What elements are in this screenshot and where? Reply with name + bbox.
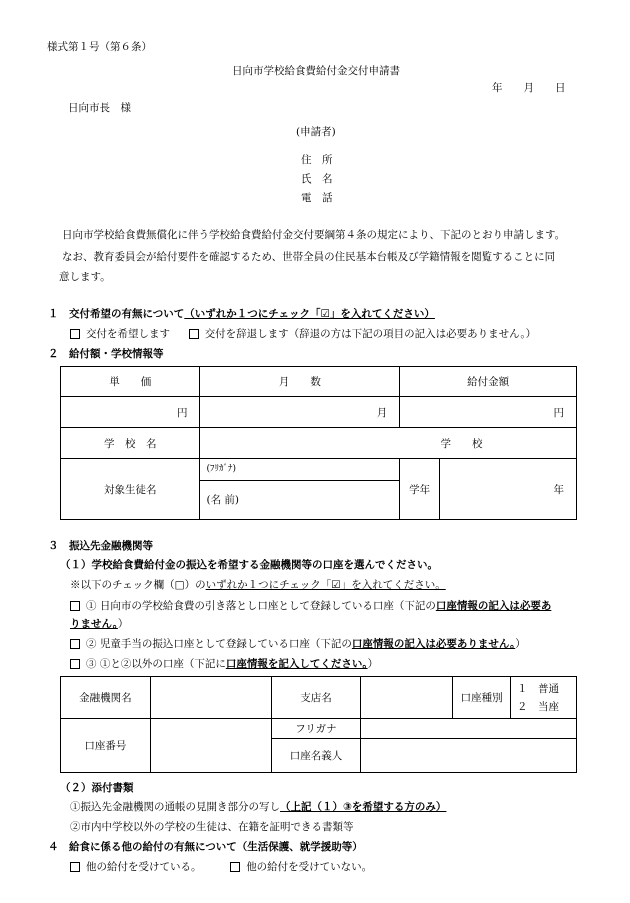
bank-account-table: [60, 676, 577, 773]
checkbox-decline[interactable]: [189, 329, 199, 339]
checkbox-hope[interactable]: [70, 329, 80, 339]
account-number-label: 口座番号: [61, 719, 151, 773]
section3-sub2: （２）添付書類: [60, 782, 134, 794]
section4-options: 他の給付を受けている。 他の給付を受けていない。: [70, 861, 372, 874]
months-cell[interactable]: 月: [200, 397, 400, 428]
account-type-options[interactable]: [511, 677, 577, 719]
checkbox-other-benefit-yes[interactable]: [70, 862, 80, 872]
checkbox-other-benefit-no[interactable]: [230, 862, 240, 872]
applicant-label: (申請者): [296, 126, 336, 138]
form-number: 様式第１号（第６条）: [47, 41, 152, 53]
branch-label: 支店名: [271, 677, 361, 719]
col-amount: 給付金額: [400, 367, 577, 397]
holder-furigana-cell[interactable]: [361, 719, 577, 739]
intro-line-1: 日向市学校給食費無償化に伴う学校給食費給付金交付要綱第４条の規定により、下記のとおり申請します。: [62, 229, 566, 241]
attachment-2: ②市内中学校以外の学校の生徒は、在籍を証明できる書類等: [70, 821, 354, 833]
payment-school-table: [60, 366, 577, 520]
account-number-cell[interactable]: [150, 719, 271, 773]
account-option-1-cont: りません。）: [70, 618, 129, 630]
col-unit: 単 価: [61, 367, 200, 397]
branch-cell[interactable]: [361, 677, 453, 719]
section2-heading: ２ 給付額・学校情報等: [48, 348, 164, 360]
bank-name-label: 金融機関名: [61, 677, 151, 719]
grade-label: 学年: [400, 459, 440, 520]
section3-sub1: （１）学校給食費給付金の振込を希望する金融機関等の口座を選んでください。: [60, 559, 438, 571]
col-months: 月 数: [200, 367, 400, 397]
account-type-label: 口座種別: [453, 677, 511, 719]
student-name-cell[interactable]: [200, 459, 400, 520]
student-label: 対象生徒名: [61, 459, 200, 520]
furigana-field[interactable]: (ﾌﾘｶﾞﾅ): [200, 459, 399, 481]
holder-label: 口座名義人: [271, 739, 361, 773]
grade-cell[interactable]: 年: [440, 459, 577, 520]
checkbox-account-3[interactable]: [70, 659, 80, 669]
checkbox-account-1[interactable]: [70, 601, 80, 611]
account-type-current[interactable]: ２ 当座: [517, 700, 560, 713]
name-label: 氏 名: [301, 173, 333, 185]
section3-heading: ３ 振込先金融機関等: [48, 540, 153, 552]
addressee: 日向市長 様: [68, 102, 131, 114]
intro-line-2: なお、教育委員会が給付要件を確認するため、世帯全員の住民基本台帳及び学籍情報を閲覧することに同: [62, 251, 556, 263]
section3-note: ※以下のチェック欄（□）のいずれか１つにチェック「☑」を入れてください。: [70, 579, 446, 591]
section4-heading: ４ 給食に係る他の給付の有無について（生活保護、就学援助等）: [48, 841, 363, 853]
account-type-ordinary[interactable]: １ 普通: [517, 682, 560, 695]
unit-price-cell[interactable]: 円: [61, 397, 200, 428]
phone-label: 電 話: [301, 192, 333, 204]
checkbox-account-2[interactable]: [70, 639, 80, 649]
school-label: 学 校 名: [61, 428, 200, 459]
section1-options: 交付を希望します 交付を辞退します（辞退の方は下記の項目の記入は必要ありません。）: [70, 328, 536, 341]
amount-cell[interactable]: 円: [400, 397, 577, 428]
account-option-3: ③ ①と②以外の口座（下記に口座情報を記入してください。）: [70, 658, 378, 671]
date-field[interactable]: 年 月 日: [492, 82, 566, 94]
intro-line-3: 意します。: [59, 271, 111, 283]
address-label: 住 所: [301, 154, 333, 166]
section1-heading: １ 交付希望の有無について（いずれか１つにチェック「☑」を入れてください）: [48, 308, 435, 320]
account-option-2: ② 児童手当の振込口座として登録している口座（下記の口座情報の記入は必要ありません。）: [70, 638, 526, 651]
page-title: 日向市学校給食費給付金交付申請書: [232, 65, 400, 77]
holder-name-cell[interactable]: [361, 739, 577, 773]
bank-name-cell[interactable]: [150, 677, 271, 719]
attachment-1: ①振込先金融機関の通帳の見開き部分の写し（上記（１）③を希望する方のみ）: [70, 801, 447, 813]
student-name-field[interactable]: (名 前): [206, 494, 240, 506]
school-name-cell[interactable]: 学 校: [200, 428, 577, 459]
furigana-label: フリガナ: [271, 719, 361, 739]
account-option-1: ① 日向市の学校給食費の引き落とし口座として登録している口座（下記の口座情報の記入は必要あ: [70, 600, 551, 613]
